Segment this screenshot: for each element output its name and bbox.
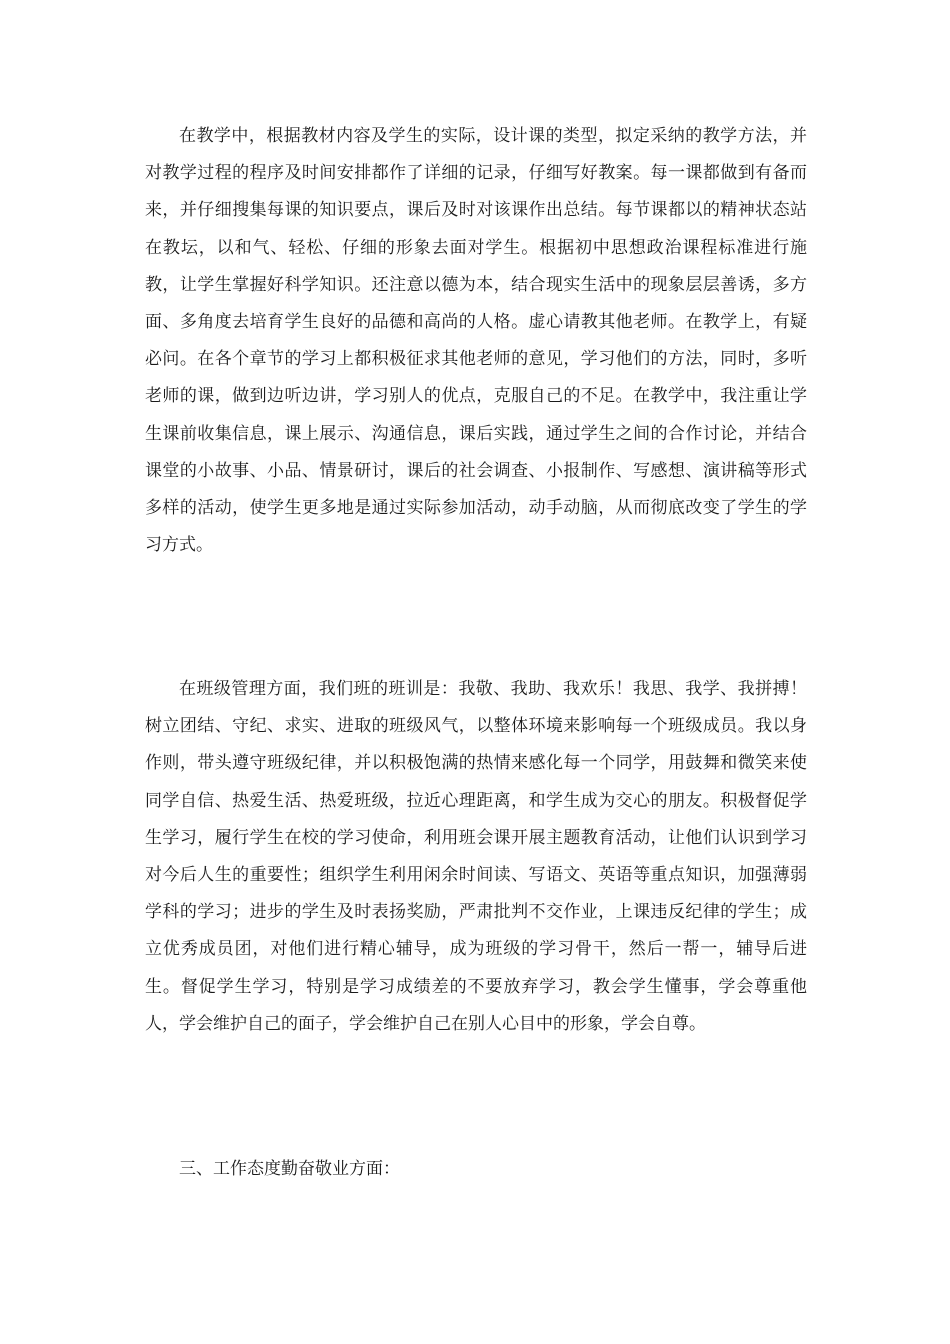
paragraph-teaching: 在教学中，根据教材内容及学生的实际，设计课的类型，拟定采纳的教学方法，并对教学过程的程序及时间安排都作了详细的记录，仔细写好教案。每一课都做到有备而来，并仔细搜集每课的知识要点，课后及时对该课作出总结。每节课都以的精神状态站在教坛，以和气、轻松、仔细的形象去面对学生。根据初中思想政治课程标准进行施教，让学生掌握好科学知识。还注意以德为本，结合现实生活中的现象层层善诱，多方面、多角度去培育学生良好的品德和高尚的人格。虚心请教其他老师。在教学上，有疑必问。在各个章节的学习上都积极征求其他老师的意见，学习他们的方法，同时，多听老师的课，做到边听边讲，学习别人的优点，克服自己的不足。在教学中，我注重让学生课前收集信息，课上展示、沟通信息，课后实践，通过学生之间的合作讨论，并结合课堂的小故事、小品、情景研讨，课后的社会调查、小报制作、写感想、演讲稿等形式多样的活动，使学生更多地是通过实际参加活动，动手动脑，从而彻底改变了学生的学习方式。 [145, 126, 807, 556]
section-heading: 三、工作态度勤奋敬业方面： [179, 1159, 400, 1179]
paragraph-class-management: 在班级管理方面，我们班的班训是：我敬、我助、我欢乐！我思、我学、我拼搏！树立团结、守纪、求实、进取的班级风气，以整体环境来影响每一个班级成员。我以身作则，带头遵守班级纪律，并以积极饱满的热情来感化每一个同学，用鼓舞和微笑来使同学自信、热爱生活、热爱班级，拉近心理距离，和学生成为交心的朋友。积极督促学生学习，履行学生在校的学习使命，利用班会课开展主题教育活动，让他们认识到学习对今后人生的重要性；组织学生利用闲余时间读、写语文、英语等重点知识，加强薄弱学科的学习；进步的学生及时表扬奖励，严肃批判不交作业，上课违反纪律的学生；成立优秀成员团，对他们进行精心辅导，成为班级的学习骨干，然后一帮一，辅导后进生。督促学生学习，特别是学习成绩差的不要放弃学习，教会学生懂事，学会尊重他人，学会维护自己的面子，学会维护自己在别人心目中的形象，学会自尊。 [145, 679, 807, 1034]
